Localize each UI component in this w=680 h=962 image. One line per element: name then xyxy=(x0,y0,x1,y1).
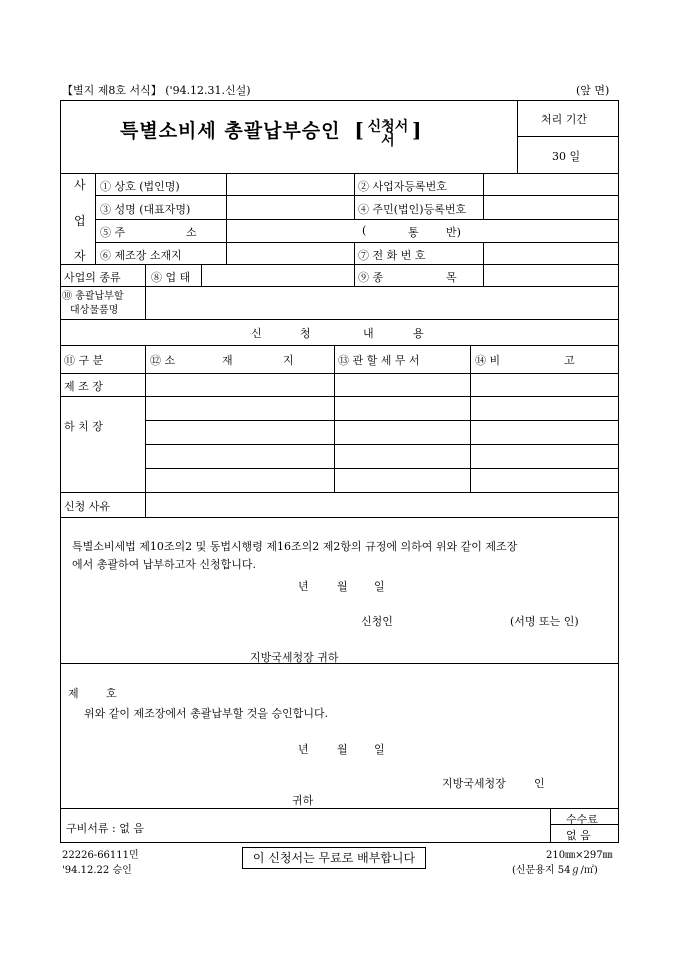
phone-label: ⑦ 전 화 번 호 xyxy=(358,249,426,262)
approval-date-day: 일 xyxy=(374,743,385,756)
form-code: 22226-66111민 xyxy=(62,850,139,861)
business-type-label: 사업의 종류 xyxy=(64,271,121,284)
business-name-label: ① 상호 (법인명) xyxy=(100,180,180,193)
title-bracket-close: ] xyxy=(412,118,422,142)
approval-date-year: 년 xyxy=(298,743,309,756)
row-reason: 신청 사유 xyxy=(64,500,111,513)
item-label-2: 목 xyxy=(446,271,457,284)
approval-number-suffix: 호 xyxy=(106,687,117,700)
title-main: 특별소비세 총괄납부승인 xyxy=(120,120,341,142)
business-reg-no-label: ② 사업자등록번호 xyxy=(358,180,447,193)
form-date-text: ('94.12.31.신설) xyxy=(165,84,251,97)
applicant-label: 신청인 xyxy=(361,615,393,628)
processing-label: 처리 기간 xyxy=(541,113,588,126)
required-documents: 구비서류 : 없 음 xyxy=(66,822,144,835)
address-note-open: ( xyxy=(362,224,367,237)
paper-size: 210㎜×297㎜ xyxy=(546,850,613,861)
approval-number-label: 제 xyxy=(68,687,79,700)
free-notice: 이 신청서는 무료로 배부합니다 xyxy=(242,847,426,869)
approval-seal: 인 xyxy=(534,777,545,790)
approval-date-month: 월 xyxy=(337,743,348,756)
section-title-3: 내 xyxy=(363,327,374,340)
col-location-1: ⑫ 소 xyxy=(150,354,176,367)
factory-location-label: ⑥ 제조장 소재지 xyxy=(100,249,182,262)
approval-text: 위와 같이 제조장에서 총괄납부할 것을 승인합니다. xyxy=(84,707,329,720)
signature-label: (서명 또는 인) xyxy=(510,615,579,628)
row-depot: 하 치 장 xyxy=(64,420,103,433)
fee-value: 없 음 xyxy=(566,829,591,842)
col-remarks-2: 고 xyxy=(564,354,575,367)
goods-label xyxy=(62,290,123,318)
address-label: ⑤ 주 xyxy=(100,226,126,239)
side-char-3: 자 xyxy=(74,249,86,263)
section-title-1: 신 xyxy=(251,327,262,340)
form-title xyxy=(120,116,422,148)
title-option-2: 서 xyxy=(381,132,395,149)
representative-label: ③ 성명 (대표자명) xyxy=(100,203,191,216)
address-note-end: 반) xyxy=(446,226,461,239)
col-location-3: 지 xyxy=(283,354,294,367)
declaration-line-1: 특별소비세법 제10조의2 및 동법시행령 제16조의2 제2항의 규정에 의하여 위와 같이 제조장 xyxy=(72,540,518,553)
fee-label: 수수료 xyxy=(566,813,598,826)
section-title-4: 용 xyxy=(413,327,424,340)
side-char-1: 사 xyxy=(74,178,86,192)
side-char-2: 업 xyxy=(74,214,86,228)
form-id xyxy=(62,82,251,98)
resident-no-label: ④ 주민(법인)등록번호 xyxy=(358,203,467,216)
section-title-2: 청 xyxy=(300,327,311,340)
title-option xyxy=(368,120,409,148)
form-approval-date: '94.12.22 승인 xyxy=(62,865,132,876)
address-label-2: 소 xyxy=(186,226,197,239)
approval-authority: 지방국세청장 xyxy=(442,777,506,790)
declaration-line-2: 에서 총괄하여 납부하고자 신청합니다. xyxy=(72,558,257,571)
goods-label-1: ⑩ 총괄납부할 xyxy=(62,291,124,302)
declaration-date-month: 월 xyxy=(337,580,348,593)
item-label: ⑨ 종 xyxy=(358,271,384,284)
col-tax-office: ⑬ 관 할 세 무 서 xyxy=(338,354,420,367)
business-form-label: ⑧ 업 태 xyxy=(151,271,191,284)
address-note-mid: 통 xyxy=(408,226,419,239)
paper-type: (신문용지 54ℊ/㎡) xyxy=(512,865,598,876)
col-location-2: 재 xyxy=(222,354,233,367)
processing-value: 30 일 xyxy=(552,150,581,163)
col-remarks-1: ⑭ 비 xyxy=(475,354,501,367)
declaration-addressee: 지방국세청장 귀하 xyxy=(250,651,339,664)
title-bracket-open: [ xyxy=(354,118,364,142)
title-option-1: 신청서 xyxy=(367,118,409,135)
row-factory: 제 조 장 xyxy=(64,380,103,393)
approval-addressee: 귀하 xyxy=(292,794,314,807)
declaration-date-day: 일 xyxy=(374,580,385,593)
declaration-date-year: 년 xyxy=(298,580,309,593)
goods-label-2: 대상물품명 xyxy=(70,305,119,316)
form-id-text: 【별지 제8호 서식】 xyxy=(62,84,162,97)
page-side: (앞 면) xyxy=(576,84,610,97)
col-category: ⑪ 구 분 xyxy=(64,354,104,367)
